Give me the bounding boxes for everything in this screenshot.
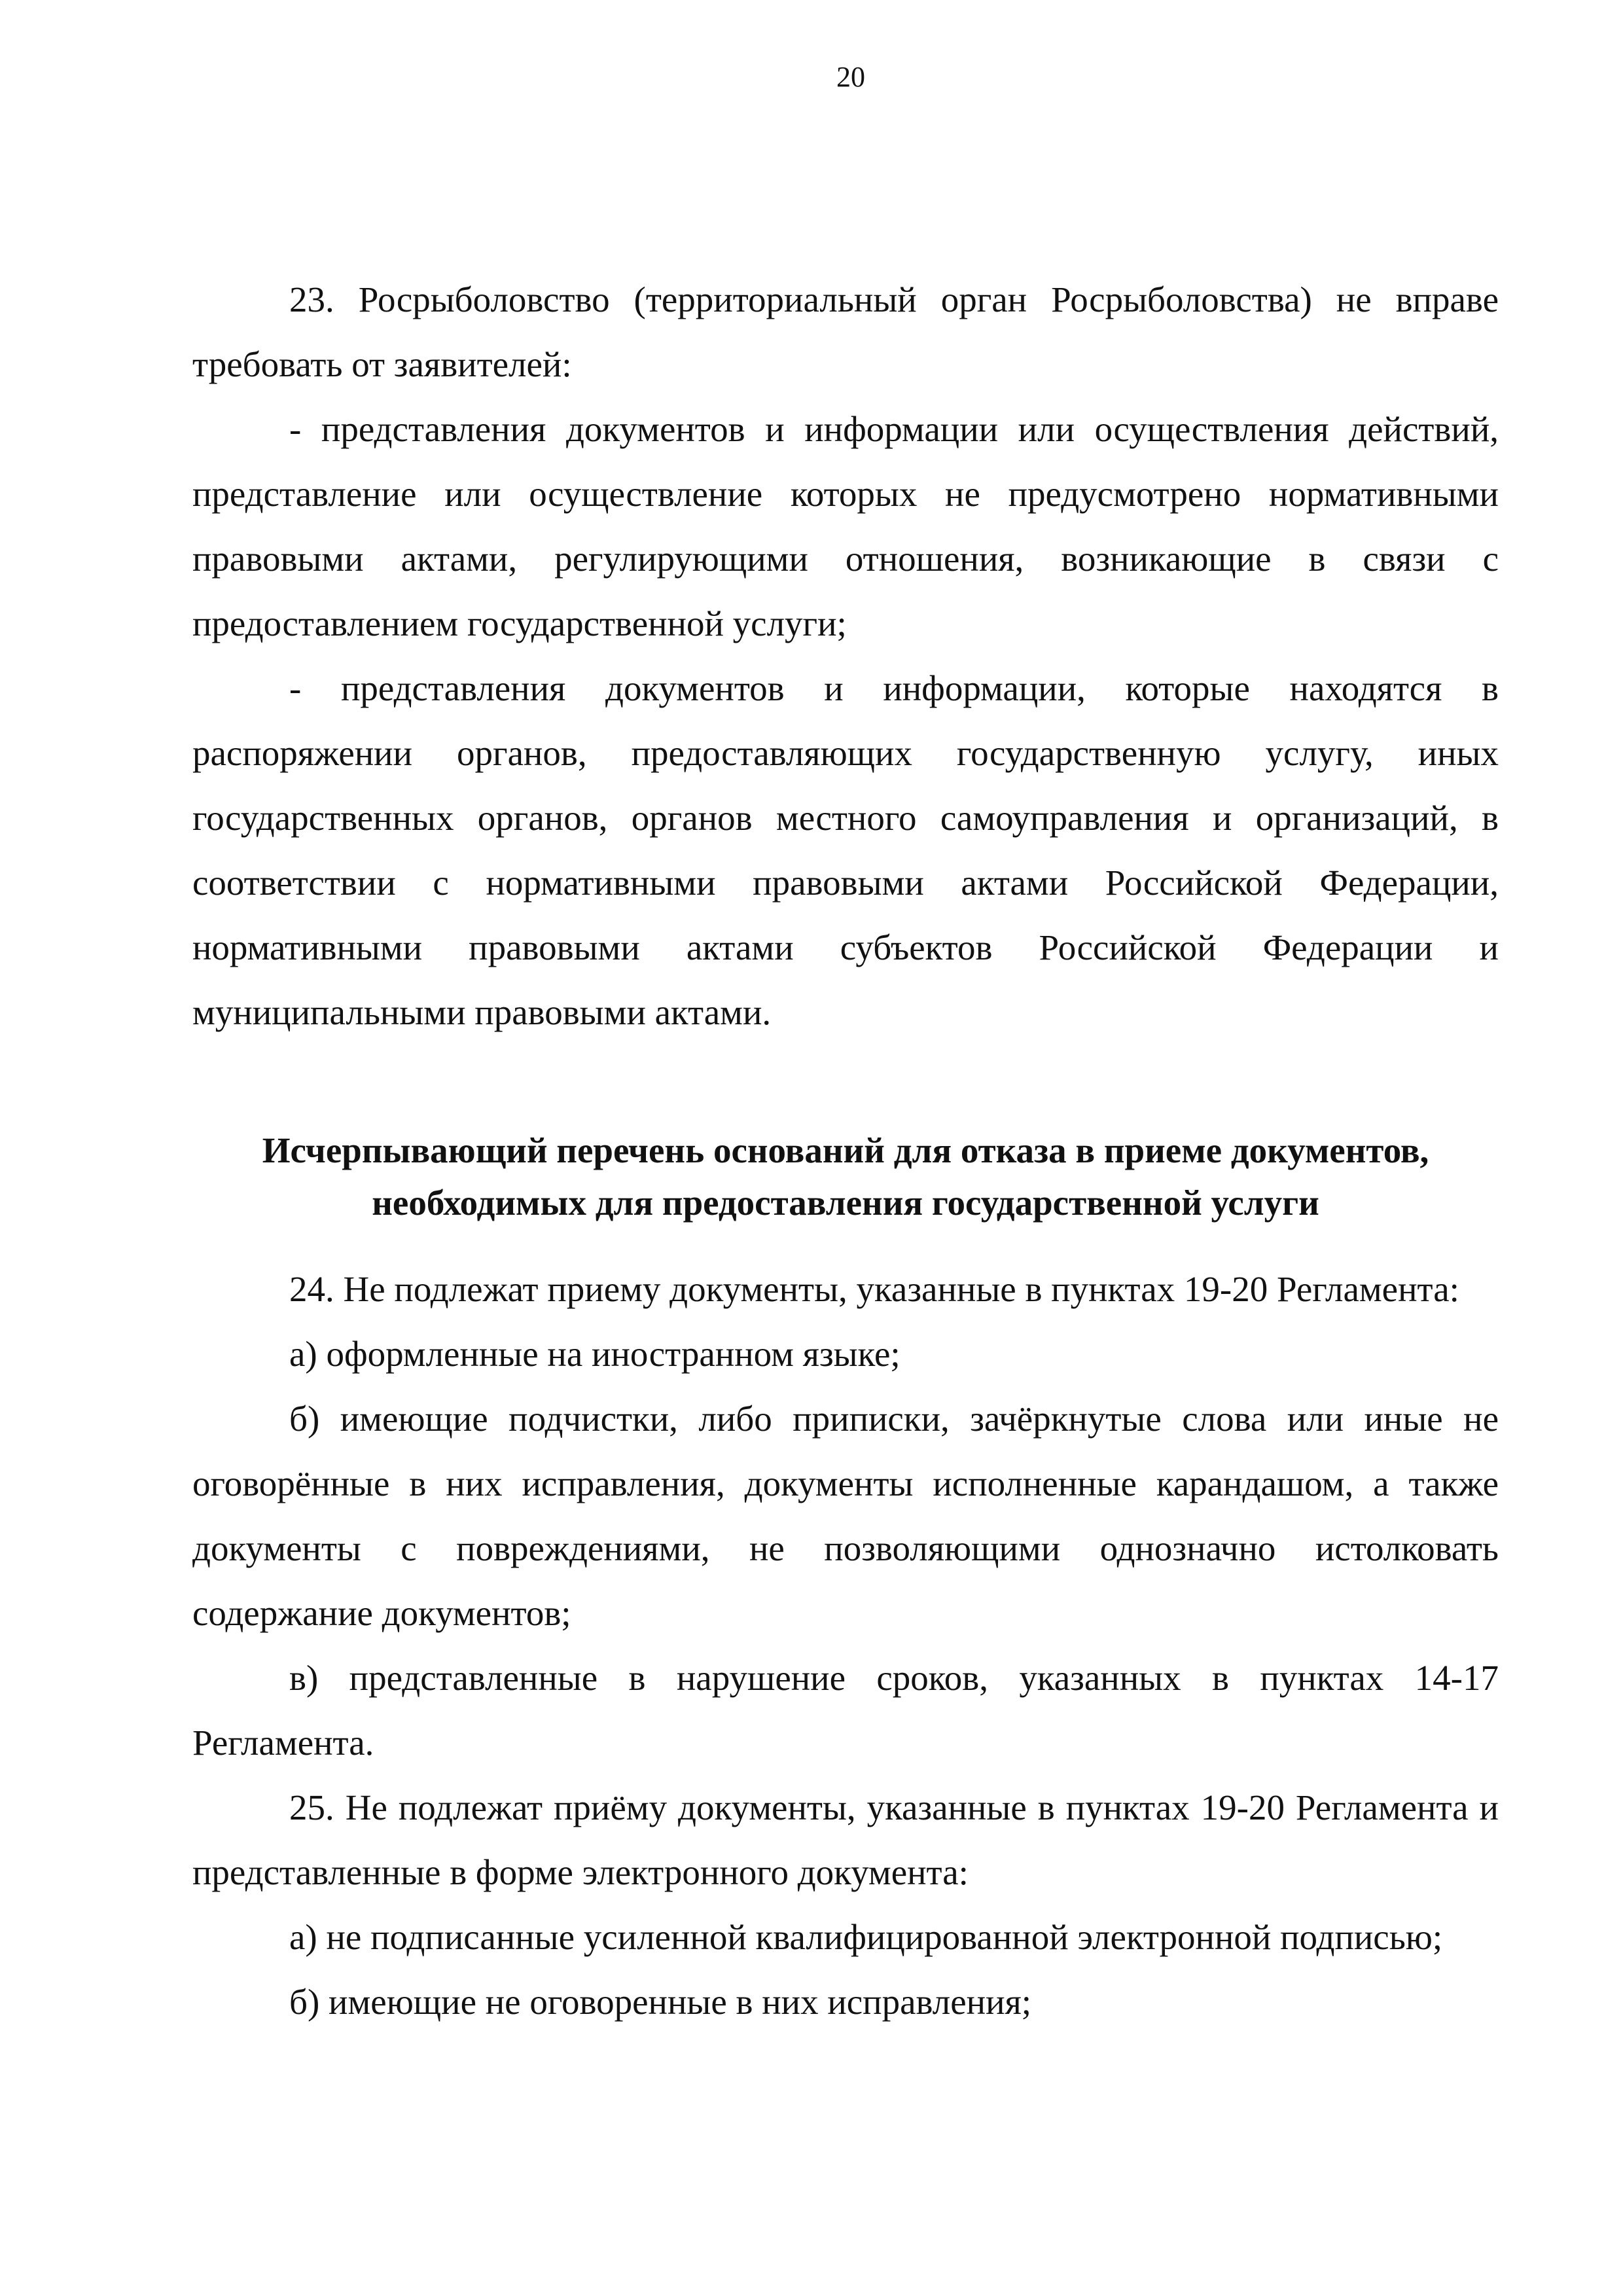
section-24-intro: 24. Не подлежат приему документы, указанные в пунктах 19-20 Регламента: [289,1269,1459,1309]
section-23-intro: 23. Росрыболовство (территориальный орган Росрыболовства) не вправе требовать от заявителей: [192,279,1499,384]
section-24-item-v: в) представленные в нарушение сроков, указанных в пунктах 14-17 Регламента. [192,1658,1499,1763]
section-heading-line-2: необходимых для предоставления государственной услуги [372,1183,1319,1223]
section-25-intro: 25. Не подлежат приёму документы, указанные в пунктах 19-20 Регламента и представленные в форме электронного документа: [192,1787,1499,1892]
section-23-item-1: - представления документов и информации или осуществления действий, представление или осуществление которых не предусмотрено нормативными правовыми актами, регулирующими отношения, возникающие в связи с предоставлением государственной услуги; [192,409,1499,643]
section-24-item-b: б) имеющие подчистки, либо приписки, зачёркнутые слова или иные не оговорённые в них исправления, документы исполненные карандашом, а также документы с повреждениями, не позволяющими однозначно истолковать содержание документов; [192,1399,1499,1633]
section-heading-line-1: Исчерпывающий перечень оснований для отказа в приеме документов, [262,1130,1429,1170]
section-25-item-a: а) не подписанные усиленной квалифицированной электронной подписью; [289,1917,1443,1957]
section-heading [192,1124,1499,1229]
document-body [192,267,1499,2034]
section-25-item-b: б) имеющие не оговоренные в них исправления; [289,1982,1032,2022]
page-number: 20 [836,61,865,93]
section-23-item-2: - представления документов и информации, которые находятся в распоряжении органов, предоставляющих государственную услугу, иных государственных органов, органов местного самоуправления и организаций, в соответствии с нормативными правовыми актами Российской Федерации, нормативными правовыми актами субъектов Российской Федерации и муниципальными правовыми актами. [192,668,1499,1032]
section-24-item-a: а) оформленные на иностранном языке; [289,1334,901,1374]
